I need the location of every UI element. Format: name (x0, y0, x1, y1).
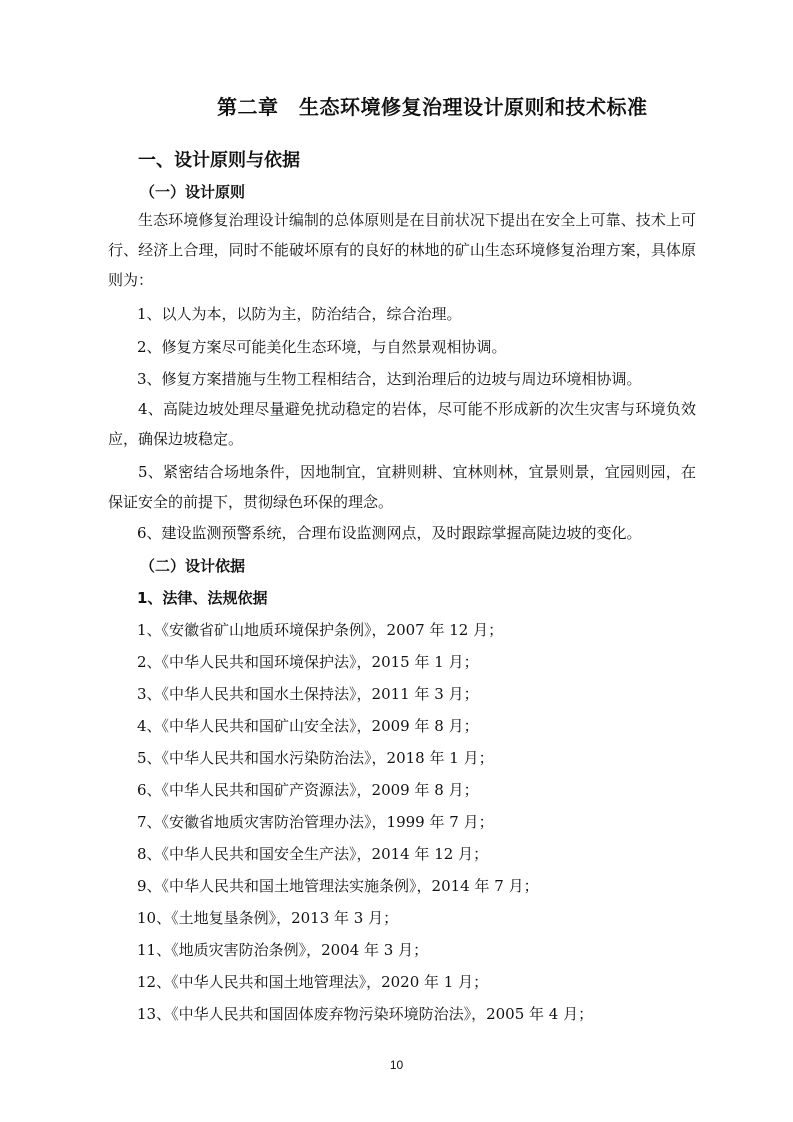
law-item: 11、《地质灾害防治条例》，2004 年 3 月； (137, 941, 429, 959)
law-item: 10、《土地复垦条例》，2013 年 3 月； (137, 909, 399, 927)
principle-item: 1、以人为本，以防为主，防治结合，综合治理。 (137, 305, 462, 323)
law-item: 8、《中华人民共和国安全生产法》，2014 年 12 月； (137, 845, 489, 863)
subsection-heading-basis: （二）设计依据 (140, 557, 246, 575)
law-item: 2、《中华人民共和国环境保护法》，2015 年 1 月； (137, 653, 479, 671)
law-item: 12、《中华人民共和国土地管理法》，2020 年 1 月； (137, 973, 489, 991)
principle-item: 6、建设监测预警系统，合理布设监测网点，及时跟踪掌握高陡边坡的变化。 (137, 524, 642, 542)
law-basis-heading: 1、法律、法规依据 (137, 589, 268, 607)
law-item: 3、《中华人民共和国水土保持法》，2011 年 3 月； (137, 685, 479, 703)
section-heading: 一、设计原则与依据 (138, 150, 300, 171)
law-item: 9、《中华人民共和国土地管理法实施条例》，2014 年 7 月； (137, 877, 539, 895)
chapter-title: 第二章 生态环境修复治理设计原则和技术标准 (217, 95, 648, 119)
principle-item: 2、修复方案尽可能美化生态环境，与自然景观相协调。 (137, 338, 507, 356)
principle-item: 5、紧密结合场地条件，因地制宜，宜耕则耕、宜林则林，宜景则景，宜园则园，在保证安全的前提下，贯彻绿色环保的理念。 (108, 463, 696, 511)
subsection-heading-principles: （一）设计原则 (140, 183, 246, 201)
law-item: 13、《中华人民共和国固体废弃物污染环境防治法》，2005 年 4 月； (137, 1005, 594, 1023)
principles-intro-paragraph: 生态环境修复治理设计编制的总体原则是在目前状况下提出在安全上可靠、技术上可行、经济上合理，同时不能破坏原有的良好的林地的矿山生态环境修复治理方案，具体原则为： (108, 211, 696, 289)
page-number: 10 (389, 1058, 404, 1072)
principle-item: 4、高陡边坡处理尽量避免扰动稳定的岩体，尽可能不形成新的次生灾害与环境负效应，确保边坡稳定。 (108, 400, 696, 448)
principle-item: 3、修复方案措施与生物工程相结合，达到治理后的边坡与周边环境相协调。 (137, 370, 642, 388)
law-item: 7、《安徽省地质灾害防治管理办法》，1999 年 7 月； (137, 813, 494, 831)
law-item: 4、《中华人民共和国矿山安全法》，2009 年 8 月； (137, 717, 479, 735)
law-item: 5、《中华人民共和国水污染防治法》，2018 年 1 月； (137, 749, 494, 767)
law-item: 6、《中华人民共和国矿产资源法》，2009 年 8 月； (137, 781, 479, 799)
law-item: 1、《安徽省矿山地质环境保护条例》，2007 年 12 月； (137, 621, 504, 639)
